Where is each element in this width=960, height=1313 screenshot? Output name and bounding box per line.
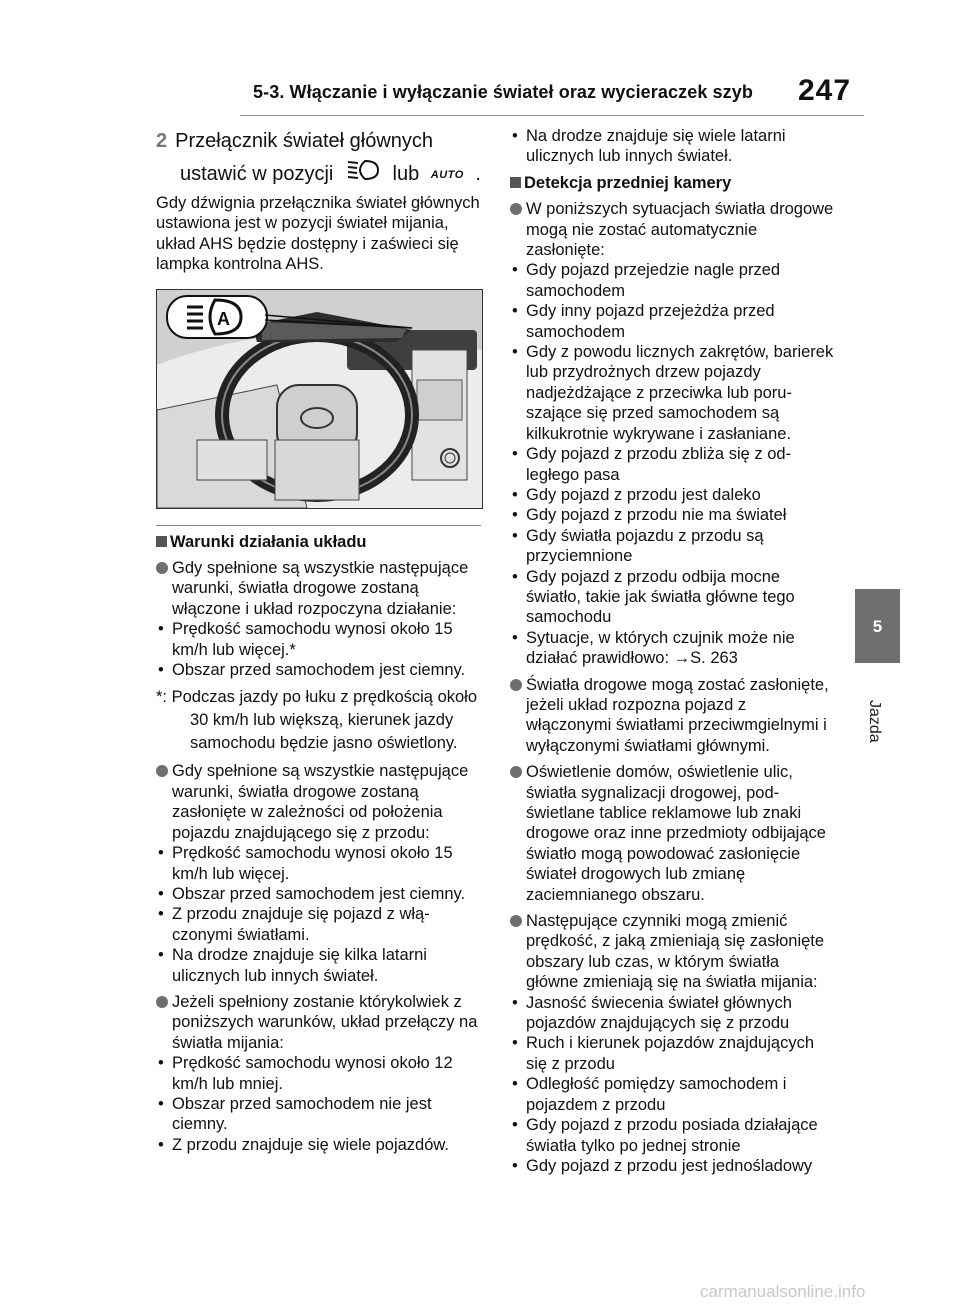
list-item: • Na drodze znajduje się kilka latarni ulicznych lub innych świateł.: [156, 945, 481, 986]
step-line-2-pre: ustawić w pozycji: [180, 162, 334, 185]
bullet-point: Gdy spełnione są wszystkie następujące warunki, światła drogowe zostaną zasłonięte w zależności od położenia pojazdu znajdującego się z przodu:: [156, 761, 481, 843]
chapter-label: Jazda: [866, 700, 883, 743]
list-item: • Gdy pojazd z przodu jest daleko: [510, 485, 835, 505]
list-item: • Prędkość samochodu wynosi około 15 km/h lub więcej.: [156, 843, 481, 884]
list-item: • Gdy pojazd z przodu zbliża się z odległego pasa: [510, 444, 835, 485]
chapter-tab[interactable]: 5: [855, 589, 900, 663]
square-bullet-icon: [156, 536, 167, 547]
watermark: carmanualsonline.info: [700, 1282, 866, 1301]
list-item: • Na drodze znajduje się wiele latarni ulicznych lub innych świateł.: [510, 126, 835, 167]
footnote: *: Podczas jazdy po łuku z prędkością około 30 km/h lub większą, kierunek jazdy samochodu będzie jasno oświetlony.: [156, 688, 478, 753]
section-heading-operating-conditions: [156, 532, 481, 552]
list-item-page-reference[interactable]: • Sytuacje, w których czujnik może nie działać prawidłowo: →S. 263: [510, 628, 835, 669]
header-rule: [240, 115, 864, 116]
section-heading-front-camera: [510, 173, 835, 193]
bullet-point: Oświetlenie domów, oświetlenie ulic, światła sygnalizacji drogowej, podświetlane tablice reklamowe lub znaki drogowe oraz inne przedmioty odbijające światło mogą powodować zasłonięcie świateł drogowych lub zmianę zaciemnianego obszaru.: [510, 762, 835, 905]
list-item: • Prędkość samochodu wynosi około 15 km/h lub więcej.*: [156, 619, 481, 660]
left-column: [156, 126, 481, 1155]
auto-position-icon: AUTO: [430, 168, 464, 181]
section-heading-text: Detekcja przedniej kamery: [524, 173, 732, 192]
bullet-point: Gdy spełnione są wszystkie następujące warunki, światła drogowe zostaną włączone i układ rozpoczyna działanie:: [156, 558, 481, 619]
section-divider: [156, 525, 481, 526]
step-2-line-2: [156, 158, 481, 191]
list-item: • Gdy pojazd z przodu jest jednośladowy: [510, 1156, 835, 1176]
list-item: • Ruch i kierunek pojazdów znajdujących się z przodu: [510, 1033, 835, 1074]
bullet-point: Następujące czynniki mogą zmienić prędkość, z jaką zmieniają się zasłonięte obszary lub czas, w którym światła główne zmieniają się na światła mijania:: [510, 911, 835, 993]
list-item: • Obszar przed samochodem nie jest ciemny.: [156, 1094, 481, 1135]
list-item: • Z przodu znajduje się wiele pojazdów.: [156, 1135, 481, 1155]
bullet-point: Jeżeli spełniony zostanie którykolwiek z poniższych warunków, układ przełączy na światła mijania:: [156, 992, 481, 1053]
step-number: 2: [156, 130, 168, 152]
bullet-point: W poniższych sytuacjach światła drogowe mogą nie zostać automatycznie zasłonięte:: [510, 199, 835, 260]
list-item: • Gdy z powodu licznych zakrętów, barierek lub przydrożnych drzew pojazdy nadjeżdżające z przeciwka lub poruszające się przed samochodem są kilkukrotnie wykrywane i zasłaniane.: [510, 342, 835, 444]
list-item: • Gdy inny pojazd przejeżdża przed samochodem: [510, 301, 835, 342]
auto-high-beam-icon: [345, 158, 381, 191]
step-2: [156, 126, 481, 156]
steering-wheel-illustration: [156, 289, 483, 509]
list-item: • Gdy pojazd z przodu nie ma świateł: [510, 505, 835, 525]
list-item: • Gdy światła pojazdu z przodu są przyciemnione: [510, 526, 835, 567]
list-item: • Gdy pojazd z przodu odbija mocne światło, takie jak światła główne tego samochodu: [510, 567, 835, 628]
list-item: • Obszar przed samochodem jest ciemny.: [156, 884, 481, 904]
running-header-title: 5-3. Włączanie i wyłączanie świateł oraz wycieraczek szyb: [253, 82, 753, 102]
list-item: • Jasność świecenia świateł głównych pojazdów znajdujących się z przodu: [510, 993, 835, 1034]
section-heading-text: Warunki działania układu: [170, 532, 367, 551]
figure-badge-label: A: [217, 308, 230, 329]
list-item: • Obszar przed samochodem jest ciemny.: [156, 660, 481, 680]
intro-text: Gdy dźwignia przełącznika świateł głównych ustawiona jest w pozycji świateł mijania, układ AHS będzie dostępny i zaświeci się lampka kontrolna AHS.: [156, 194, 480, 274]
page-number: 247: [798, 74, 852, 107]
list-item: • Prędkość samochodu wynosi około 12 km/h lub mniej.: [156, 1053, 481, 1094]
list-item: • Z przodu znajduje się pojazd z włączonymi światłami.: [156, 904, 481, 945]
list-item: • Gdy pojazd z przodu posiada działające światła tylko po jednej stronie: [510, 1115, 835, 1156]
square-bullet-icon: [510, 177, 521, 188]
step-line-2-mid: lub: [392, 162, 420, 185]
bullet-point: Światła drogowe mogą zostać zasłonięte, jeżeli układ rozpozna pojazd z włączonymi światłami przeciwmgielnymi i wyłączonymi światłami głównymi.: [510, 675, 835, 757]
list-item: • Odległość pomiędzy samochodem i pojazdem z przodu: [510, 1074, 835, 1115]
right-column: [510, 126, 835, 1176]
list-item: • Gdy pojazd przejedzie nagle przed samochodem: [510, 260, 835, 301]
step-line-2-end: .: [475, 162, 481, 185]
step-line-1: Przełącznik świateł głównych: [175, 130, 434, 152]
